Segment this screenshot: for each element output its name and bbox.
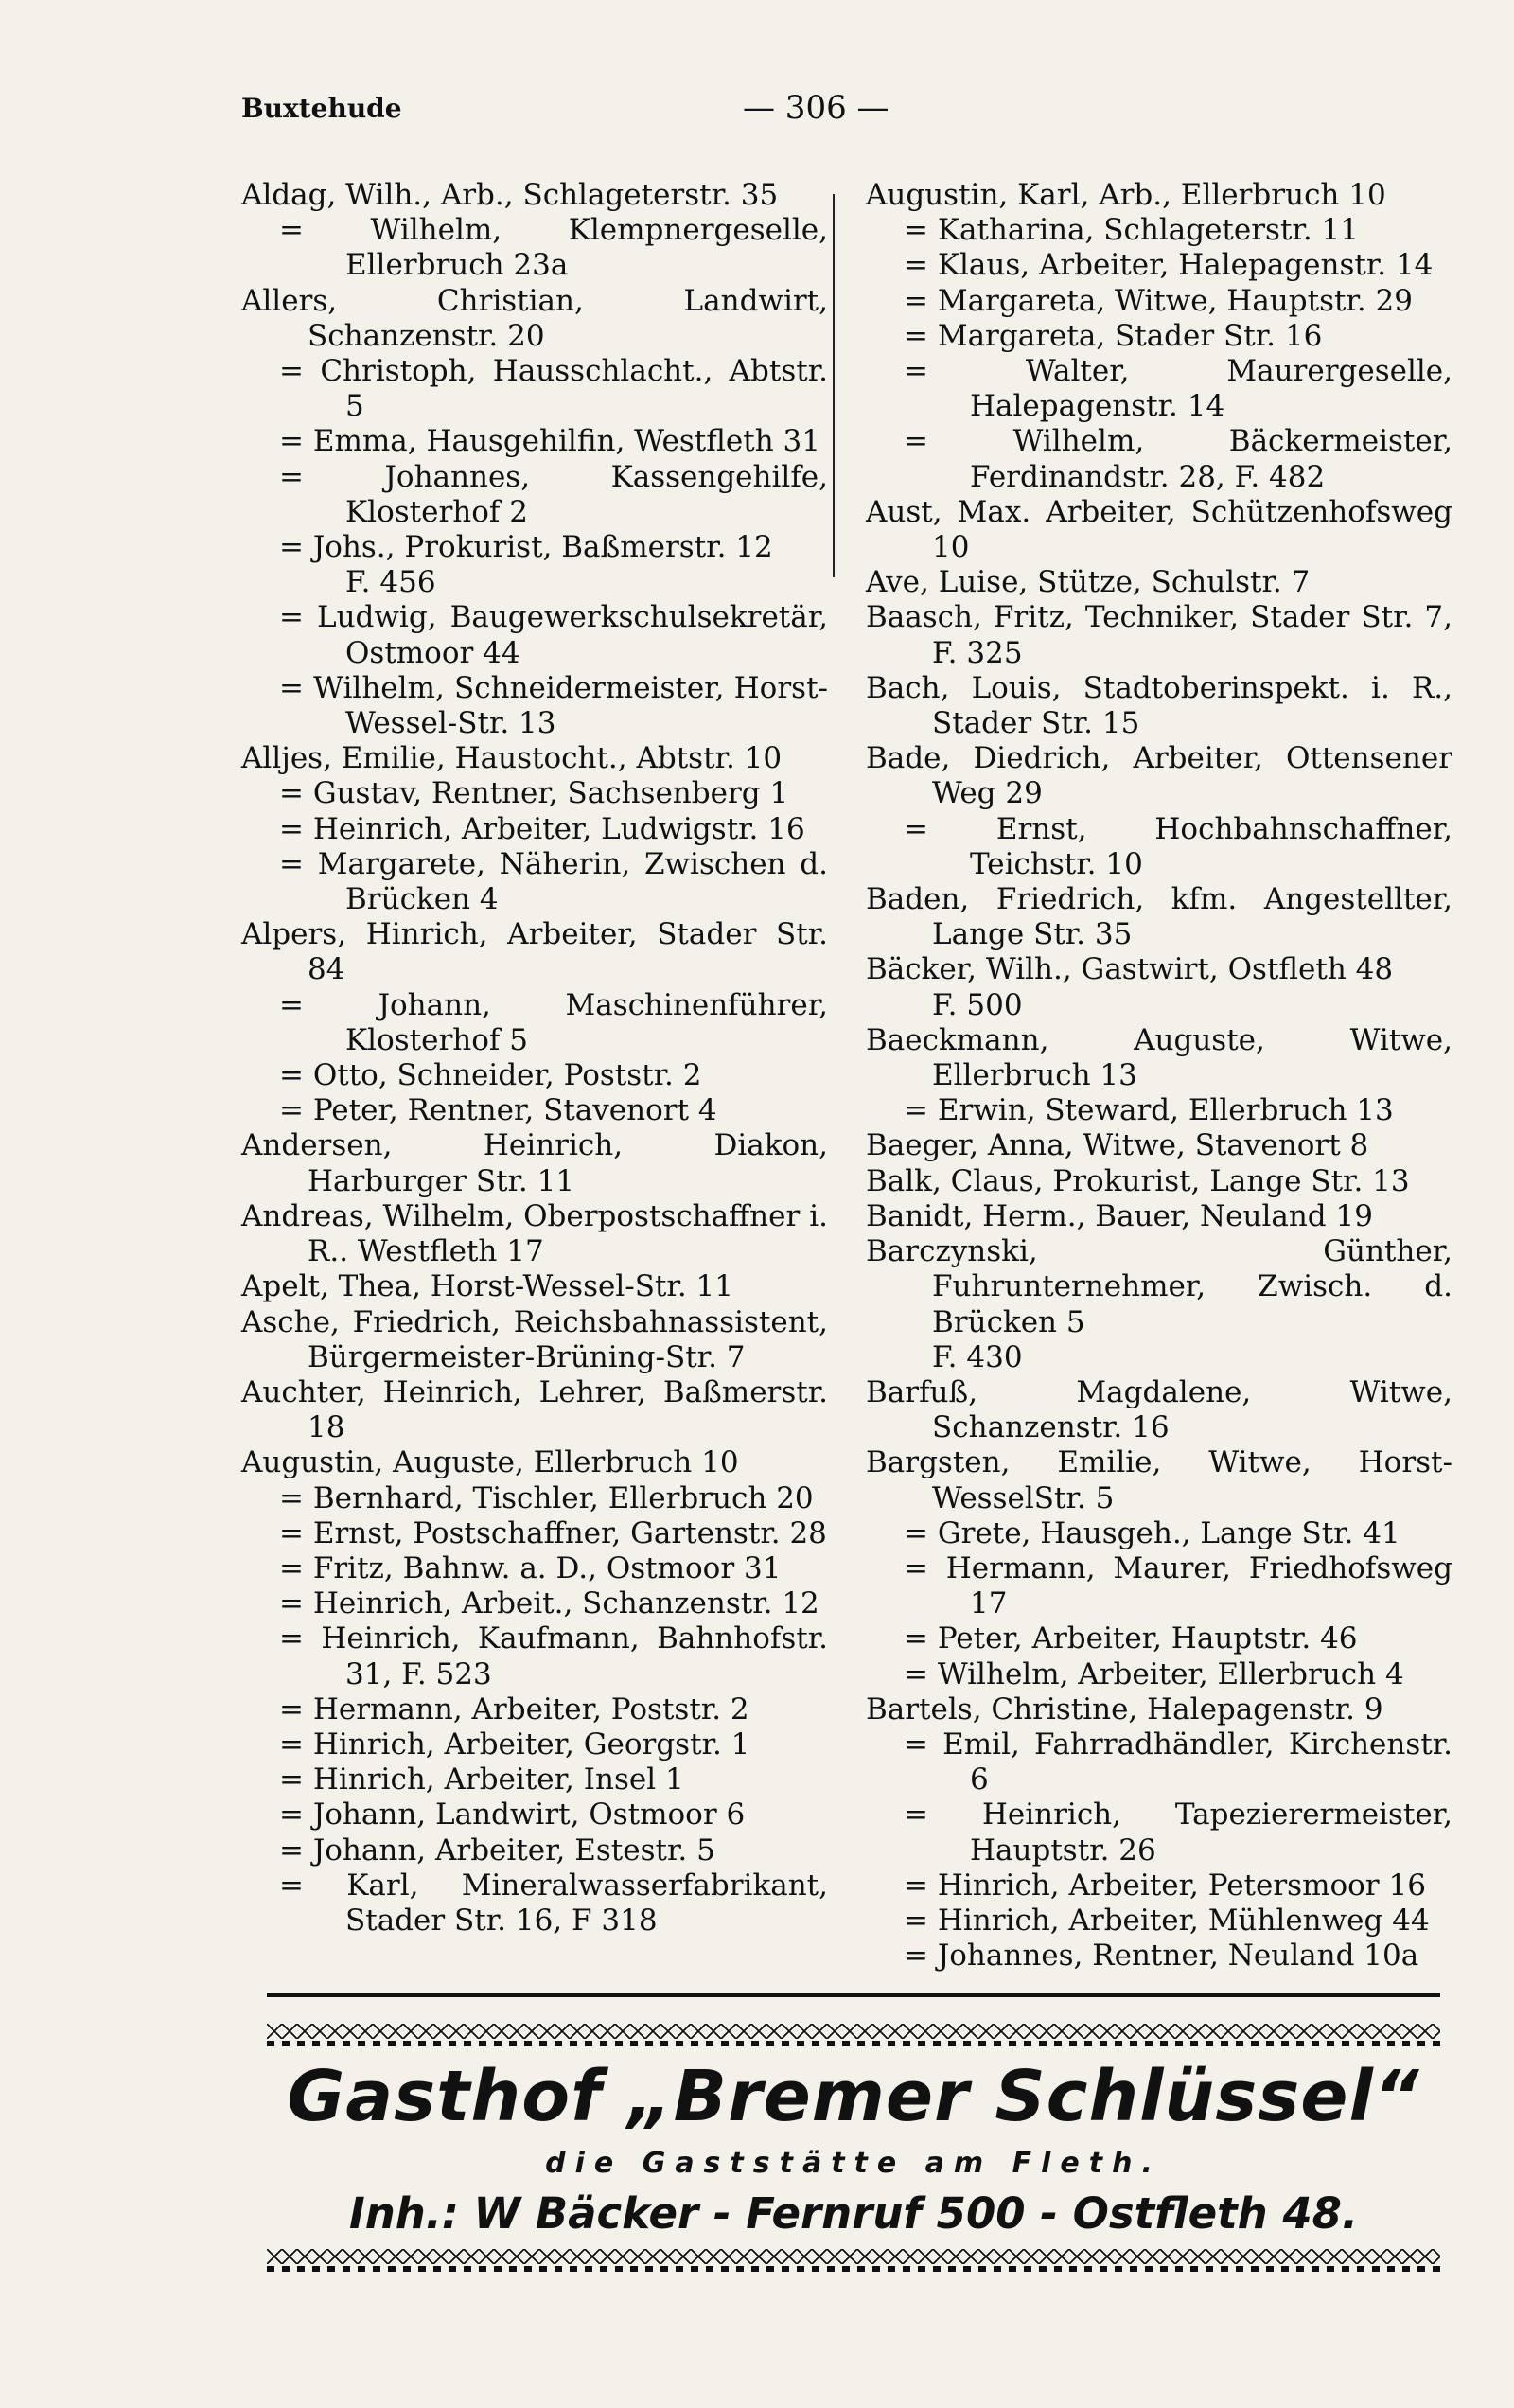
directory-entry: Bargsten, Emilie, Witwe, Horst-WesselStr. 5 bbox=[866, 1445, 1452, 1515]
directory-entry: = Margareta, Stader Str. 16 bbox=[904, 318, 1323, 353]
advertisement-contact-line: Inh.: W Bäcker - Fernruf 500 - Ostfleth 48. bbox=[348, 2188, 1359, 2239]
directory-entry: = Gustav, Rentner, Sachsenberg 1 bbox=[279, 776, 789, 811]
directory-entry: Baeckmann, Auguste, Witwe, Ellerbruch 13 bbox=[866, 1022, 1452, 1093]
page-number: — 306 — bbox=[743, 89, 889, 127]
directory-entry: = Hermann, Arbeiter, Poststr. 2 bbox=[279, 1691, 749, 1726]
advertisement-top-rule bbox=[267, 1993, 1440, 1997]
directory-entry: Augustin, Karl, Arb., Ellerbruch 10 bbox=[866, 178, 1386, 212]
directory-entry: Ave, Luise, Stütze, Schulstr. 7 bbox=[866, 565, 1311, 600]
directory-entry: = Katharina, Schlageterstr. 11 bbox=[904, 213, 1359, 248]
directory-entry: = Heinrich, Arbeit., Schanzenstr. 12 bbox=[279, 1586, 819, 1621]
directory-entry: Apelt, Thea, Horst-Wessel-Str. 11 bbox=[241, 1269, 733, 1304]
directory-entry: = Karl, Mineralwasserfabrikant, Stader Str. 16, F 318 bbox=[279, 1868, 828, 1938]
directory-entry: Andersen, Heinrich, Diakon, Harburger Str. 11 bbox=[241, 1128, 828, 1198]
directory-entry: = Ludwig, Baugewerkschulsekretär, Ostmoor 44 bbox=[279, 600, 828, 670]
directory-entry: = Johs., Prokurist, Baßmerstr. 12 F. 456 bbox=[279, 530, 773, 600]
directory-entry: Alljes, Emilie, Haustocht., Abtstr. 10 bbox=[241, 741, 783, 776]
column-divider bbox=[833, 194, 835, 577]
directory-entry: = Heinrich, Arbeiter, Ludwigstr. 16 bbox=[279, 811, 805, 846]
directory-entry: = Heinrich, Tapezierermeister, Hauptstr. 26 bbox=[904, 1797, 1452, 1868]
directory-entry: = Otto, Schneider, Poststr. 2 bbox=[279, 1058, 702, 1093]
directory-entry: Barczynski, Günther, Fuhrunternehmer, Zwisch. d. Brücken 5 F. 430 bbox=[866, 1234, 1452, 1374]
directory-entry: = Hinrich, Arbeiter, Insel 1 bbox=[279, 1762, 684, 1797]
directory-entry: = Christoph, Hausschlacht., Abtstr. 5 bbox=[279, 354, 828, 424]
directory-entry: = Walter, Maurergeselle, Halepagenstr. 14 bbox=[904, 354, 1452, 424]
directory-entry: = Hinrich, Arbeiter, Georgstr. 1 bbox=[279, 1726, 750, 1762]
directory-entry: Bade, Diedrich, Arbeiter, Ottensener Weg 29 bbox=[866, 741, 1452, 811]
directory-entry: = Hermann, Maurer, Friedhofsweg 17 bbox=[904, 1550, 1452, 1621]
directory-entry: = Ernst, Postschaffner, Gartenstr. 28 bbox=[279, 1515, 827, 1550]
directory-entry: = Peter, Arbeiter, Hauptstr. 46 bbox=[904, 1621, 1358, 1656]
directory-entry: = Hinrich, Arbeiter, Petersmoor 16 bbox=[904, 1868, 1426, 1903]
advertisement-subtitle: die Gaststätte am Fleth. bbox=[545, 2147, 1162, 2180]
directory-entry: = Johannes, Rentner, Neuland 10a bbox=[904, 1939, 1419, 1974]
directory-entry: Barfuß, Magdalene, Witwe, Schanzenstr. 16 bbox=[866, 1374, 1452, 1445]
directory-entry: = Margareta, Witwe, Hauptstr. 29 bbox=[904, 283, 1414, 318]
directory-entry: Bartels, Christine, Halepagenstr. 9 bbox=[866, 1691, 1383, 1726]
directory-entry: Baasch, Fritz, Techniker, Stader Str. 7, F. 325 bbox=[866, 600, 1452, 670]
directory-entry: = Wilhelm, Klempnergeselle, Ellerbruch 23a bbox=[279, 213, 828, 283]
page-header bbox=[241, 89, 1438, 136]
directory-entry: = Ernst, Hochbahnschaffner, Teichstr. 10 bbox=[904, 811, 1452, 881]
left-column bbox=[241, 178, 828, 1939]
directory-entry: = Peter, Rentner, Stavenort 4 bbox=[279, 1093, 717, 1128]
directory-entry: = Johann, Maschinenführer, Klosterhof 5 bbox=[279, 987, 828, 1057]
directory-entry: Allers, Christian, Landwirt, Schanzenstr. 20 bbox=[241, 283, 828, 353]
directory-entry: Aldag, Wilh., Arb., Schlageterstr. 35 bbox=[241, 178, 779, 212]
directory-entry: Augustin, Auguste, Ellerbruch 10 bbox=[241, 1445, 739, 1480]
directory-entry: = Johannes, Kassengehilfe, Klosterhof 2 bbox=[279, 459, 828, 529]
directory-entry: Alpers, Hinrich, Arbeiter, Stader Str. 84 bbox=[241, 917, 828, 987]
directory-entry: = Klaus, Arbeiter, Halepagenstr. 14 bbox=[904, 248, 1434, 283]
directory-entry: = Bernhard, Tischler, Ellerbruch 20 bbox=[279, 1480, 814, 1515]
directory-entry: = Wilhelm, Schneidermeister, Horst-Wessel-Str. 13 bbox=[279, 670, 828, 741]
directory-entry: = Hinrich, Arbeiter, Mühlenweg 44 bbox=[904, 1903, 1430, 1938]
directory-entry: = Johann, Landwirt, Ostmoor 6 bbox=[279, 1797, 746, 1833]
directory-entry: Bach, Louis, Stadtoberinspekt. i. R., Stader Str. 15 bbox=[866, 670, 1452, 741]
directory-entry: Baden, Friedrich, kfm. Angestellter, Lange Str. 35 bbox=[866, 882, 1452, 952]
directory-entry: = Fritz, Bahnw. a. D., Ostmoor 31 bbox=[279, 1550, 782, 1585]
directory-entry: = Wilhelm, Arbeiter, Ellerbruch 4 bbox=[904, 1656, 1404, 1691]
directory-entry: = Emma, Hausgehilfin, Westfleth 31 bbox=[279, 424, 820, 459]
directory-entry: = Wilhelm, Bäckermeister, Ferdinandstr. 28, F. 482 bbox=[904, 424, 1452, 494]
directory-entry: Andreas, Wilhelm, Oberpostschaffner i. R.. Westfleth 17 bbox=[241, 1198, 828, 1269]
ornamental-border-bottom bbox=[267, 2249, 1440, 2272]
directory-entry: Balk, Claus, Prokurist, Lange Str. 13 bbox=[866, 1163, 1410, 1198]
right-column bbox=[866, 178, 1452, 1974]
directory-entry: = Emil, Fahrradhändler, Kirchenstr. 6 bbox=[904, 1726, 1452, 1797]
ornamental-border-top bbox=[267, 2024, 1440, 2046]
directory-entry: Baeger, Anna, Witwe, Stavenort 8 bbox=[866, 1128, 1369, 1163]
directory-entry: = Johann, Arbeiter, Estestr. 5 bbox=[279, 1833, 715, 1868]
directory-entry: = Grete, Hausgeh., Lange Str. 41 bbox=[904, 1515, 1400, 1550]
directory-entry: = Erwin, Steward, Ellerbruch 13 bbox=[904, 1093, 1394, 1128]
directory-entry: = Heinrich, Kaufmann, Bahnhofstr. 31, F. 523 bbox=[279, 1621, 828, 1691]
running-head-town: Buxtehude bbox=[241, 93, 402, 124]
directory-entry: Aust, Max. Arbeiter, Schützenhofsweg 10 bbox=[866, 494, 1452, 565]
directory-entry: Banidt, Herm., Bauer, Neuland 19 bbox=[866, 1198, 1373, 1233]
directory-entry: Auchter, Heinrich, Lehrer, Baßmerstr. 18 bbox=[241, 1374, 828, 1445]
directory-entry: = Margarete, Näherin, Zwischen d. Brücken 4 bbox=[279, 846, 828, 917]
advertisement-title: Gasthof „Bremer Schlüssel“ bbox=[287, 2056, 1420, 2137]
directory-entry: Bäcker, Wilh., Gastwirt, Ostfleth 48 F. 500 bbox=[866, 952, 1394, 1022]
directory-entry: Asche, Friedrich, Reichsbahnassistent, Bürgermeister-Brüning-Str. 7 bbox=[241, 1304, 828, 1374]
